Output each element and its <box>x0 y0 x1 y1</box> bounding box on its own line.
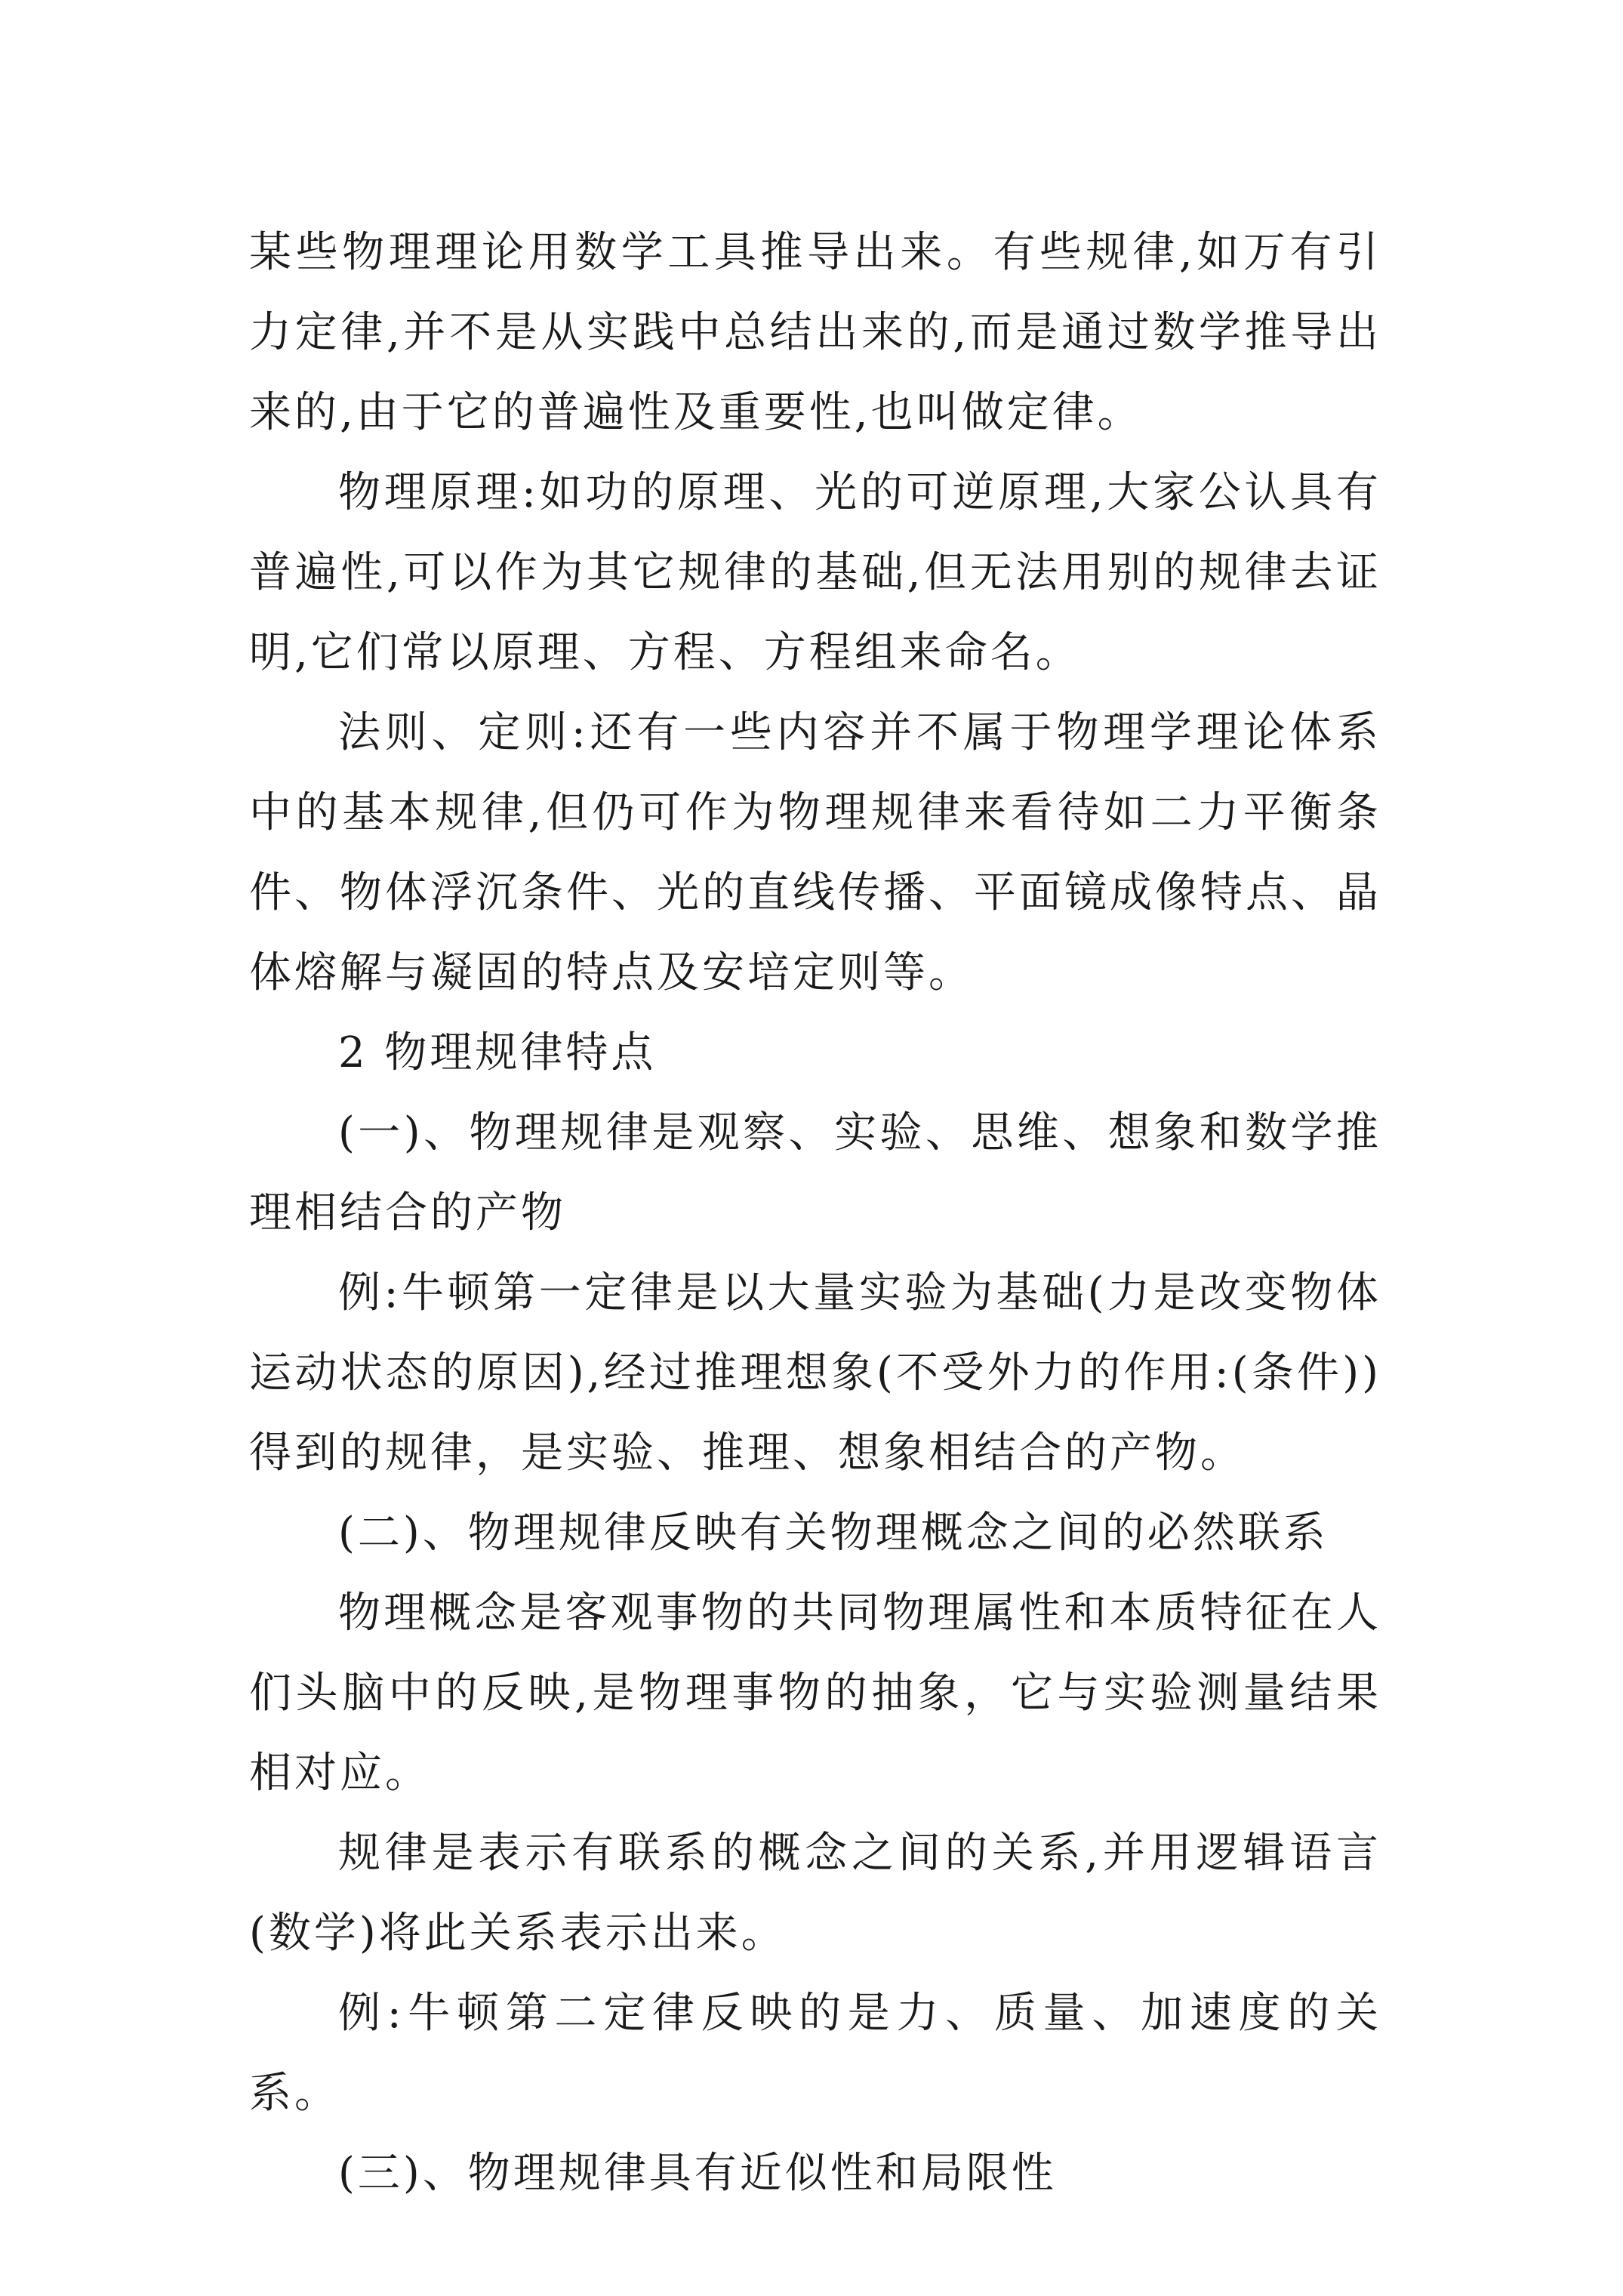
paragraph-rules-laws: 法则、定则:还有一些内容并不属于物理学理论体系中的基本规律,但仍可作为物理规律来看待如二力平衡条件、物体浮沉条件、光的直线传播、平面镜成像特点、晶体熔解与凝固的特点及安培定则等。 <box>249 708 1381 997</box>
paragraph-continuation: 某些物理理论用数学工具推导出来。有些规律,如万有引力定律,并不是从实践中总结出来的,而是通过数学推导出来的,由于它的普遍性及重要性,也叫做定律。 <box>249 228 1381 437</box>
paragraph-physics-principle: 物理原理:如功的原理、光的可逆原理,大家公认具有普遍性,可以作为其它规律的基础,但无法用别的规律去证明,它们常以原理、方程、方程组来命名。 <box>249 468 1381 677</box>
subheading-two: (二)、物理规律反映有关物理概念之间的必然联系 <box>338 1509 1329 1558</box>
document-body <box>249 213 1381 2214</box>
paragraph-law-definition: 规律是表示有联系的概念之间的关系,并用逻辑语言(数学)将此关系表示出来。 <box>249 1829 1381 1958</box>
subheading-one: (一)、物理规律是观察、实验、思维、想象和数学推理相结合的产物 <box>249 1108 1381 1237</box>
section-heading-characteristics: 2 物理规律特点 <box>338 1028 657 1077</box>
paragraph-physics-concept: 物理概念是客观事物的共同物理属性和本质特征在人们头脑中的反映,是物理事物的抽象，它与实验测量结果相对应。 <box>249 1589 1381 1798</box>
paragraph-example-newton-second: 例:牛顿第二定律反映的是力、质量、加速度的关系。 <box>249 1989 1381 2118</box>
subheading-three: (三)、物理规律具有近似性和局限性 <box>338 2149 1057 2198</box>
paragraph-example-newton-first: 例:牛顿第一定律是以大量实验为基础(力是改变物体运动状态的原因),经过推理想象(不受外力的作用:(条件))得到的规律，是实验、推理、想象相结合的产物。 <box>249 1268 1381 1478</box>
